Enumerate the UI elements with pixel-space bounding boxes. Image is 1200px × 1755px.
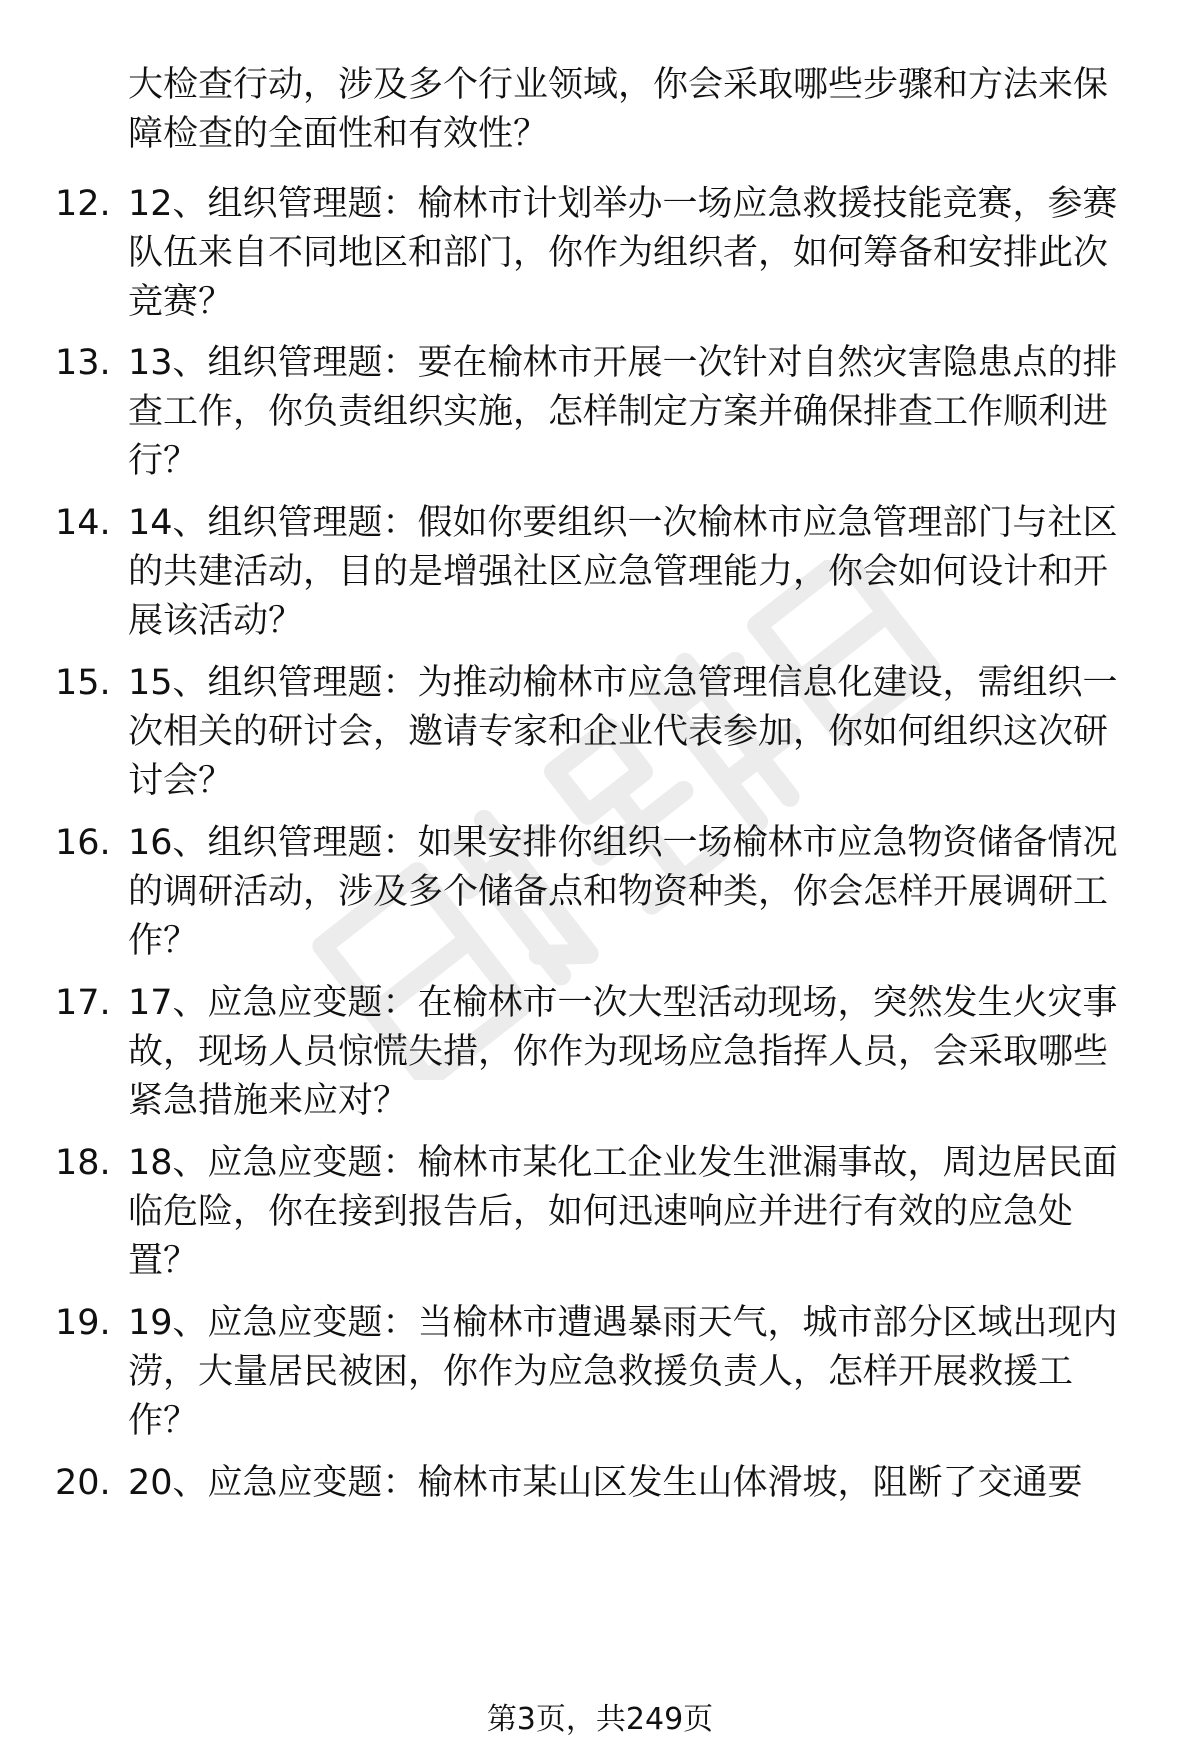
item-number: 19.	[55, 1303, 111, 1343]
item-text: 19、应急应变题：当榆林市遭遇暴雨天气，城市部分区域出现内 涝，大量居民被困，你作为应急救援负责人，怎样开展救援工 作？	[128, 1303, 1118, 1441]
item-text: 14、组织管理题：假如你要组织一次榆林市应急管理部门与社区 的共建活动，目的是增强社区应急管理能力，你会如何设计和开 展该活动？	[128, 503, 1118, 641]
item-number: 14.	[55, 503, 111, 543]
item-text: 20、应急应变题：榆林市某山区发生山体滑坡，阻断了交通要	[128, 1463, 1083, 1503]
item-text: 18、应急应变题：榆林市某化工企业发生泄漏事故，周边居民面 临危险，你在接到报告后，如何迅速响应并进行有效的应急处 置？	[128, 1143, 1118, 1281]
item-number: 17.	[55, 983, 111, 1023]
item-number: 12.	[55, 184, 111, 224]
intro-paragraph: 大检查行动，涉及多个行业领域，你会采取哪些步骤和方法来保 障检查的全面性和有效性？	[128, 65, 1109, 154]
item-text: 17、应急应变题：在榆林市一次大型活动现场，突然发生火灾事 故，现场人员惊慌失措，你作为现场应急指挥人员，会采取哪些 紧急措施来应对？	[128, 983, 1118, 1121]
item-text: 16、组织管理题：如果安排你组织一场榆林市应急物资储备情况 的调研活动，涉及多个储备点和物资种类，你会怎样开展调研工 作？	[128, 823, 1118, 961]
page-footer: 第3页，共249页	[486, 1702, 714, 1737]
item-number: 15.	[55, 663, 111, 703]
item-number: 20.	[55, 1463, 111, 1503]
item-text: 12、组织管理题：榆林市计划举办一场应急救援技能竞赛，参赛 队伍来自不同地区和部门，你作为组织者，如何筹备和安排此次 竞赛？	[128, 184, 1118, 322]
item-text: 15、组织管理题：为推动榆林市应急管理信息化建设，需组织一 次相关的研讨会，邀请专家和企业代表参加，你如何组织这次研 讨会？	[128, 663, 1118, 801]
item-number: 16.	[55, 823, 111, 863]
item-number: 13.	[55, 343, 111, 383]
item-number: 18.	[55, 1143, 111, 1183]
item-text: 13、组织管理题：要在榆林市开展一次针对自然灾害隐患点的排 查工作，你负责组织实施，怎样制定方案并确保排查工作顺利进 行？	[128, 343, 1118, 481]
